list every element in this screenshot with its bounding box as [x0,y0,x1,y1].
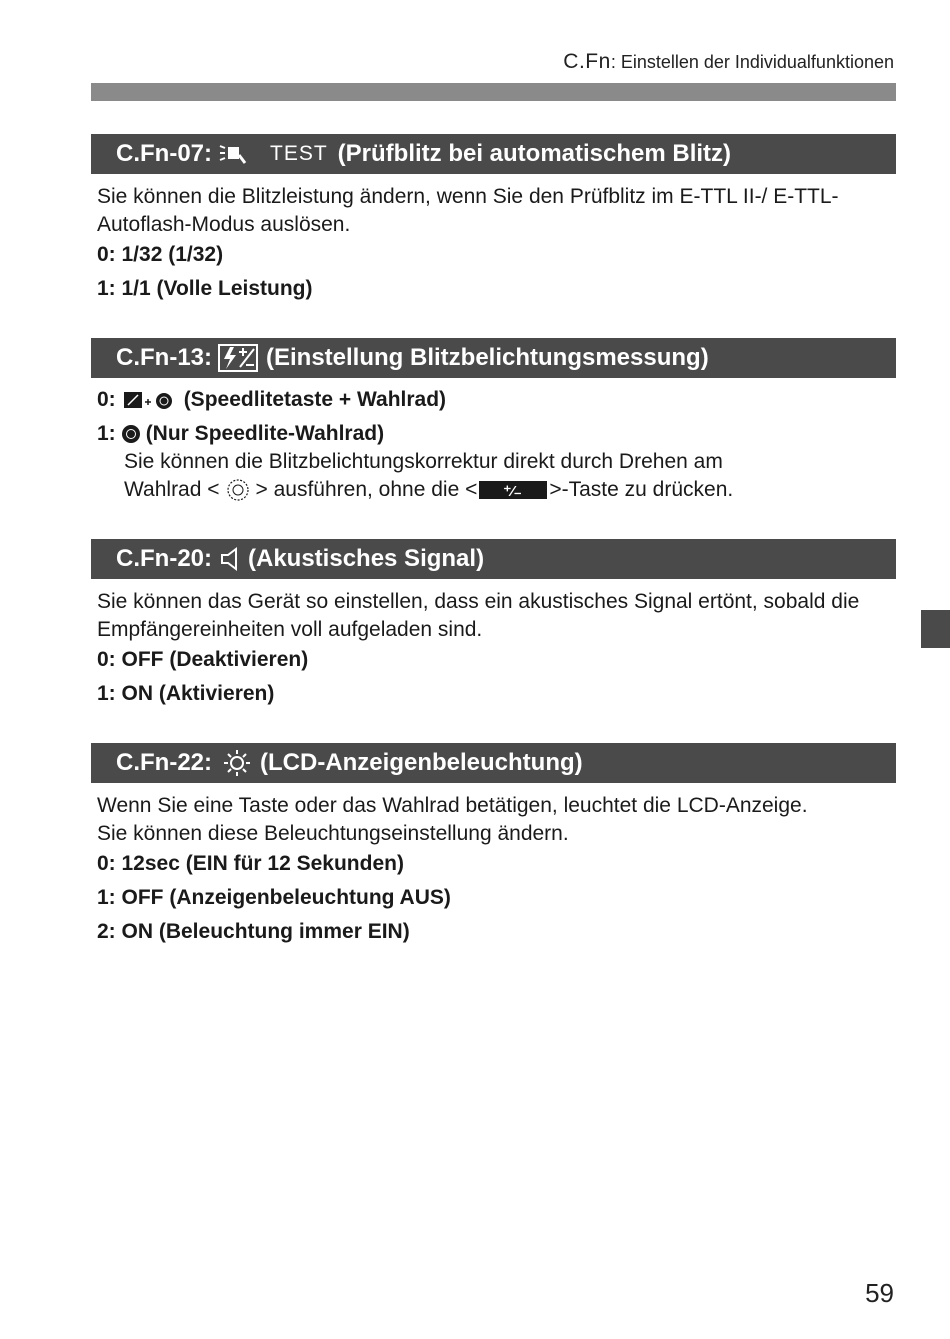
speaker-icon [220,546,242,572]
option-0: 0: 12sec (EIN für 12 Sekunden) [97,852,404,875]
section-title: (Prüfblitz bei automatischem Blitz) [337,140,732,167]
option-label: (Speedlitetaste + Wahlrad) [183,388,447,411]
header-rule [91,83,896,101]
section-body-cfn-20 [97,588,887,708]
speedlite-dial-icon [120,423,142,445]
section-code: C.Fn-13: [116,344,212,371]
section-title: (LCD-Anzeigenbeleuchtung) [260,749,583,776]
option-prefix: 0: [97,388,116,411]
page-number: 59 [865,1278,894,1308]
flash-exposure-compensation-icon [218,344,258,372]
lcd-illumination-icon [222,748,252,778]
section-description: Sie können das Gerät so einstellen, dass ein akustisches Signal ertönt, sobald die Empfängereinheiten voll aufgeladen sind. [97,590,860,641]
option-note [97,448,887,504]
section-title: (Akustisches Signal) [248,545,485,572]
section-heading-cfn-20 [91,539,896,579]
section-body-cfn-13 [97,386,887,504]
note-text: > ausführen, ohne die < [255,478,478,501]
flash-compensation-key-icon: ⁺⁄₋ [479,481,547,499]
option-prefix: 1: [97,422,116,445]
note-text: >-Taste zu drücken. [549,478,734,501]
section-body-cfn-07 [97,183,887,303]
section-code: C.Fn-20: [116,545,212,572]
option-label: (Nur Speedlite-Wahlrad) [145,422,385,445]
running-header [563,50,894,74]
option-1: 1: ON (Aktivieren) [97,682,275,705]
option-1: 1: 1/1 (Volle Leistung) [97,277,313,300]
option-2: 2: ON (Beleuchtung immer EIN) [97,920,410,943]
section-code: C.Fn-22: [116,749,212,776]
option-1: 1: OFF (Anzeigenbeleuchtung AUS) [97,886,451,909]
chapter-tab [921,610,950,648]
option-0 [97,386,887,414]
section-title: (Einstellung Blitzbelichtungsmessung) [266,344,709,371]
option-1 [97,420,887,448]
cfn-symbol: C.Fn [563,50,611,73]
section-body-cfn-22 [97,792,887,946]
note-line-1: Sie können die Blitzbelichtungskorrektur direkt durch Drehen am [124,450,723,473]
section-heading-cfn-07 [91,134,896,174]
speedlite-button-plus-dial-icon [120,389,180,411]
section-heading-cfn-22 [91,743,896,783]
test-label: TEST [270,142,328,165]
option-0: 0: OFF (Deaktivieren) [97,648,309,671]
section-description: Wenn Sie eine Taste oder das Wahlrad betätigen, leuchtet die LCD-Anzeige. Sie können diese Beleuchtungseinstellung ändern. [97,794,808,845]
section-description: Sie können die Blitzleistung ändern, wenn Sie den Prüfblitz im E-TTL II-/ E-TTL-Autoflash-Modus auslösen. [97,185,839,236]
dial-icon [226,478,250,502]
test-flash-icon [218,141,262,167]
header-title: : Einstellen der Individualfunktionen [610,52,894,72]
option-0: 0: 1/32 (1/32) [97,243,224,266]
section-heading-cfn-13 [91,338,896,378]
section-code: C.Fn-07: [116,140,212,167]
note-line-2 [124,476,887,504]
note-text: Wahlrad < [124,478,220,501]
